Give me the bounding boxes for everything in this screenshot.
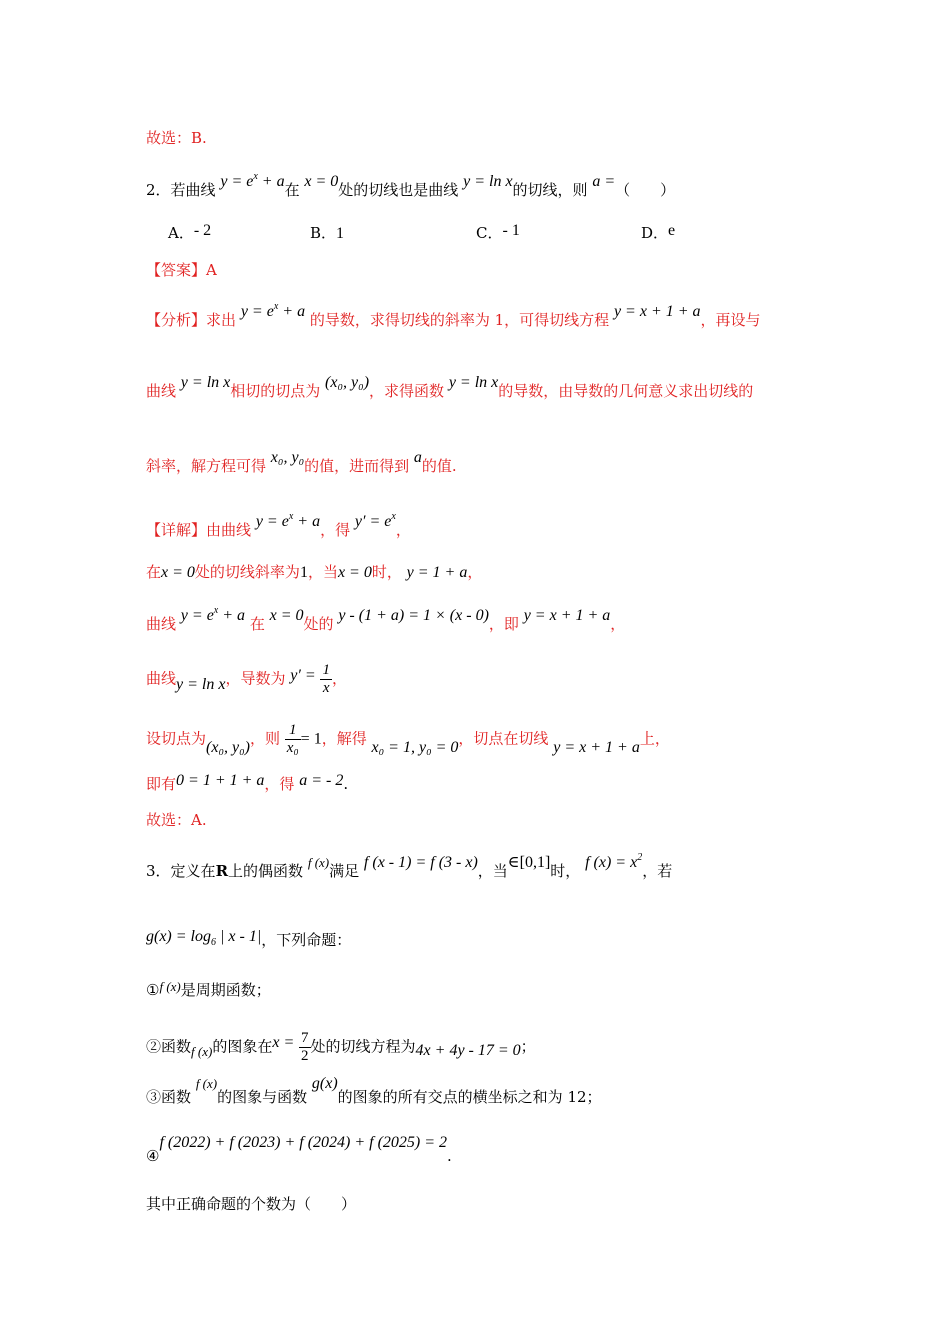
detail-line-5: 设切点为(x₀, y₀)，则 $\frac{1}{\text{x₀}}$ = 1，解得 x₀ = 1, y₀ = 0，切点在切线 y = x + 1 + a上，: [146, 722, 670, 756]
analysis-line-1: 【分析】求出 $y = e^x + a$ 的导数，求得切线的斜率为 1，可得切线方程 y = x + 1 + a，再设与: [146, 301, 761, 329]
answer-tag: 【答案】: [146, 261, 207, 279]
formula: x₀, y₀: [270, 449, 305, 466]
formula: y - (1 + a) = 1 × (x - 0): [338, 607, 489, 624]
formula: ∈[0,1]: [507, 854, 551, 871]
previous-answer-line: [146, 128, 207, 148]
formula: $y' = e^x$: [354, 511, 396, 530]
formula: y′ =: [290, 666, 316, 684]
statement-4: ④f (2022) + f (2023) + f (2024) + f (2025) = 2.: [146, 1134, 452, 1165]
formula: x =: [272, 1033, 295, 1051]
formula: g(x): [311, 1075, 338, 1092]
detail-tag: 【详解】: [146, 521, 207, 539]
option-c: C．- 1: [476, 222, 520, 242]
formula-a: a =: [592, 173, 616, 190]
formula: f (x): [159, 979, 181, 994]
detail-line-2: 在x = 0处的切线斜率为1，当x = 0时， y = 1 + a，: [146, 563, 483, 581]
stem-text: 的切线，则: [512, 181, 588, 199]
answer-blank: （ ）: [615, 181, 676, 199]
detail-line-4: 曲线y = ln x，导数为 y′ = $\frac{1}{x}$ ，: [146, 662, 347, 696]
formula-g: $g(x) = \log_6$ | x - 1|: [146, 928, 262, 948]
option-a: A．- 2: [168, 222, 212, 242]
stem-text: 若曲线: [170, 181, 216, 199]
formula-curve-1: $y = e^x + a$: [220, 171, 285, 190]
formula: 1: [299, 564, 308, 581]
question-3-prompt: [146, 1194, 356, 1214]
detail-line-6: 即有0 = 1 + 1 + a，得 a = - 2.: [146, 772, 349, 793]
formula: f (x): [307, 855, 330, 870]
statement-marker: ④: [146, 1147, 160, 1165]
formula: $y = e^x + a$: [255, 511, 321, 530]
analysis-tag: 【分析】: [146, 311, 207, 329]
answer-value: A: [206, 261, 217, 279]
formula-curve-2: y = ln x: [463, 173, 513, 190]
statement-1: ①f (x)是周期函数；: [146, 979, 271, 999]
statement-2: ②函数f (x)的图象在x = $\frac{7}{2}$ 处的切线方程为4x + 4y - 17 = 0；: [146, 1030, 536, 1064]
answer-choice-text: 故选：A.: [146, 811, 207, 829]
fraction-7-over-2: $\frac{7}{2}$: [301, 1030, 309, 1064]
question-number: 3．: [146, 862, 171, 880]
formula: y = 1 + a: [406, 564, 468, 581]
formula: = 1: [300, 730, 322, 748]
formula: f (2022) + f (2023) + f (2024) + f (2025) = 2: [159, 1134, 448, 1151]
formula: f (x): [195, 1076, 218, 1091]
fraction-1-over-x: $\frac{1}{x}$: [322, 662, 330, 696]
formula: f $(x) = x^2$: [585, 852, 643, 871]
statement-marker: ③: [146, 1088, 162, 1106]
question-2-stem: [146, 171, 676, 201]
real-numbers-symbol: R: [215, 862, 229, 880]
formula: 0 = 1 + 1 + a: [176, 772, 265, 789]
formula: x = 0: [269, 607, 304, 624]
answer-choice-text: 故选：B.: [146, 129, 207, 147]
formula: x₀ = 1, y₀ = 0: [371, 738, 459, 756]
formula: 4x + 4y - 17 = 0: [415, 1041, 521, 1059]
formula: y = x + 1 + a: [523, 607, 611, 624]
question-3-stem-1: 3．定义在R上的偶函数 f (x)满足 f (x - 1) = f (3 - x)，当∈[0,1]时， f $(x) = x^2$，若: [146, 852, 673, 880]
statement-3: ③函数 f (x)的图象与函数 g(x)的图象的所有交点的横坐标之和为 12；: [146, 1075, 602, 1106]
formula: $y = e^x + a$: [240, 301, 306, 320]
formula: a = - 2: [299, 772, 344, 789]
option-b: B．1: [310, 224, 345, 242]
fraction-1-over-x0: $\frac{1}{\text{x₀}}$: [286, 722, 299, 756]
formula: (x₀, y₀): [325, 374, 370, 391]
detail-line-1: 【详解】由曲线 $y = e^x + a$，得 $y' = e^x$，: [146, 511, 411, 539]
final-answer-line: [146, 810, 207, 830]
detail-line-3: 曲线 $y = e^x + a$ 在 x = 0处的 y - (1 + a) = 1 × (x - 0)，即 y = x + 1 + a，: [146, 605, 626, 633]
formula: y = x + 1 + a: [553, 738, 640, 756]
question-3-stem-2: $g(x) = \log_6$ | x - 1|，下列命题：: [146, 928, 352, 949]
analysis-line-2: 曲线 y = ln x相切的切点为 (x₀, y₀)，求得函数 y = ln x的导数，由导数的几何意义求出切线的: [146, 374, 754, 400]
answer-line: [146, 260, 217, 280]
formula-point: x = 0: [304, 173, 339, 190]
formula: (x₀, y₀): [206, 738, 250, 756]
statement-marker: ②: [146, 1037, 162, 1056]
formula: y = ln x: [180, 374, 231, 391]
stem-text: 在: [284, 181, 300, 199]
formula: f (x): [191, 1043, 213, 1059]
statement-marker: ①: [146, 981, 160, 999]
formula: $y = e^x + a$: [180, 605, 246, 624]
formula: x = 0: [161, 564, 195, 581]
formula: y = ln x: [176, 675, 226, 693]
formula: x = 0: [337, 564, 372, 581]
formula: y = ln x: [448, 374, 499, 391]
formula: y = x + 1 + a: [613, 303, 701, 320]
formula: f (x - 1) = f (3 - x): [363, 854, 478, 871]
option-d: D．e: [641, 222, 676, 242]
question-number: 2．: [146, 181, 171, 199]
formula: a: [413, 449, 422, 466]
question-text: 其中正确命题的个数为（ ）: [146, 1195, 357, 1213]
analysis-line-3: 斜率，解方程可得 x₀, y₀的值，进而得到 a的值.: [146, 449, 457, 475]
stem-text: 处的切线也是曲线: [338, 181, 459, 199]
